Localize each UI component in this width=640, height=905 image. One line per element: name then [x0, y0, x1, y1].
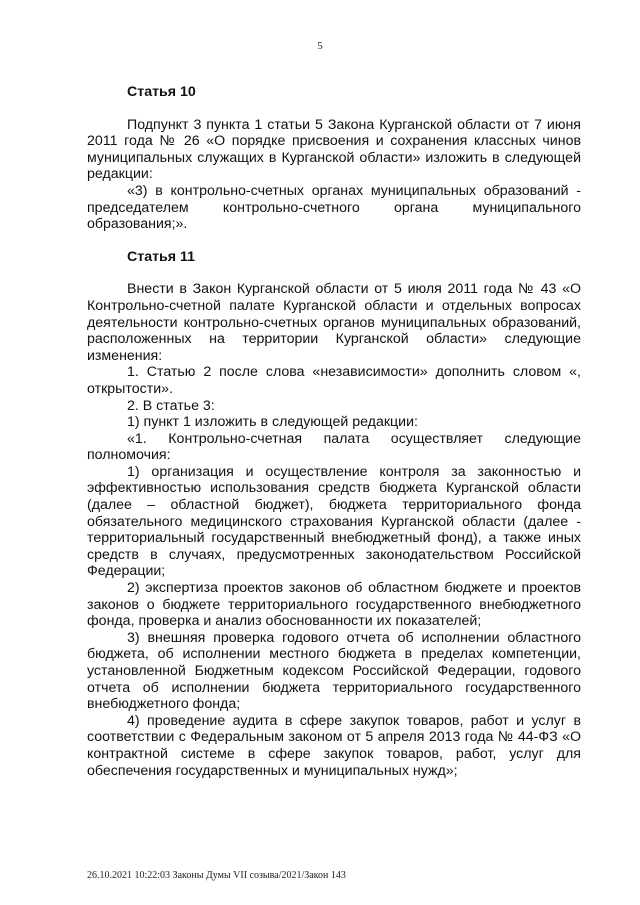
- page-number: 5: [317, 40, 323, 52]
- article-11-paragraph-3: 2. В статье 3:: [127, 397, 215, 414]
- article-11-heading: Статья 11: [127, 248, 195, 265]
- article-11-paragraph-1: Внести в Закон Курганской области от 5 июля 2011 года № 43 «О Контрольно-счетной палате Курганской области и отдельных вопросах деятельности контрольно-счетных органов муниципальных образований, расположенных на территории Курганской области» следующие изменения:: [87, 281, 581, 364]
- article-11-paragraph-4: 1) пункт 1 изложить в следующей редакции:: [127, 414, 418, 431]
- article-11-paragraph-6: 1) организация и осуществление контроля за законностью и эффективностью использования средств бюджета Курганской области (далее – областной бюджет), бюджета территориального фонда обязательного медицинского страхования Курганской области (далее - территориальный государственный внебюджетный фонд), а также иных средств в случаях, предусмотренных законодательством Российской Федерации;: [87, 463, 581, 580]
- document-body: [87, 84, 581, 779]
- article-11-paragraph-5: «1. Контрольно-счетная палата осуществляет следующие полномочия:: [87, 430, 581, 464]
- article-10-paragraph-1: Подпункт 3 пункта 1 статьи 5 Закона Курганской области от 7 июня 2011 года № 26 «О порядке присвоения и сохранения классных чинов муниципальных служащих в Курганской области» изложить в следующей редакции:: [87, 116, 581, 183]
- document-footer: 26.10.2021 10:22:03 Законы Думы VII созыва/2021/Закон 143: [87, 870, 346, 881]
- article-11-paragraph-9: 4) проведение аудита в сфере закупок товаров, работ и услуг в соответствии с Федеральным законом от 5 апреля 2013 года № 44-ФЗ «О контрактной системе в сфере закупок товаров, работ, услуг для обеспечения государственных и муниципальных нужд»;: [87, 712, 581, 779]
- article-10-paragraph-2: «3) в контрольно-счетных органах муниципальных образований - председателем контрольно-счетного органа муниципального образования;».: [87, 182, 581, 233]
- article-10-heading: Статья 10: [127, 84, 196, 100]
- article-11-paragraph-2: 1. Статью 2 после слова «независимости» дополнить словом «, открытости».: [87, 364, 581, 397]
- article-11-paragraph-8: 3) внешняя проверка годового отчета об исполнении областного бюджета, об исполнении местного бюджета в пределах компетенции, установленной Бюджетным кодексом Российской Федерации, годового отчета об исполнении бюджета территориального государственного внебюджетного фонда;: [87, 629, 581, 713]
- article-11-paragraph-7: 2) экспертиза проектов законов об областном бюджете и проектов законов о бюджете территориального государственного внебюджетного фонда, проверка и анализ обоснованности их показателей;: [87, 580, 581, 630]
